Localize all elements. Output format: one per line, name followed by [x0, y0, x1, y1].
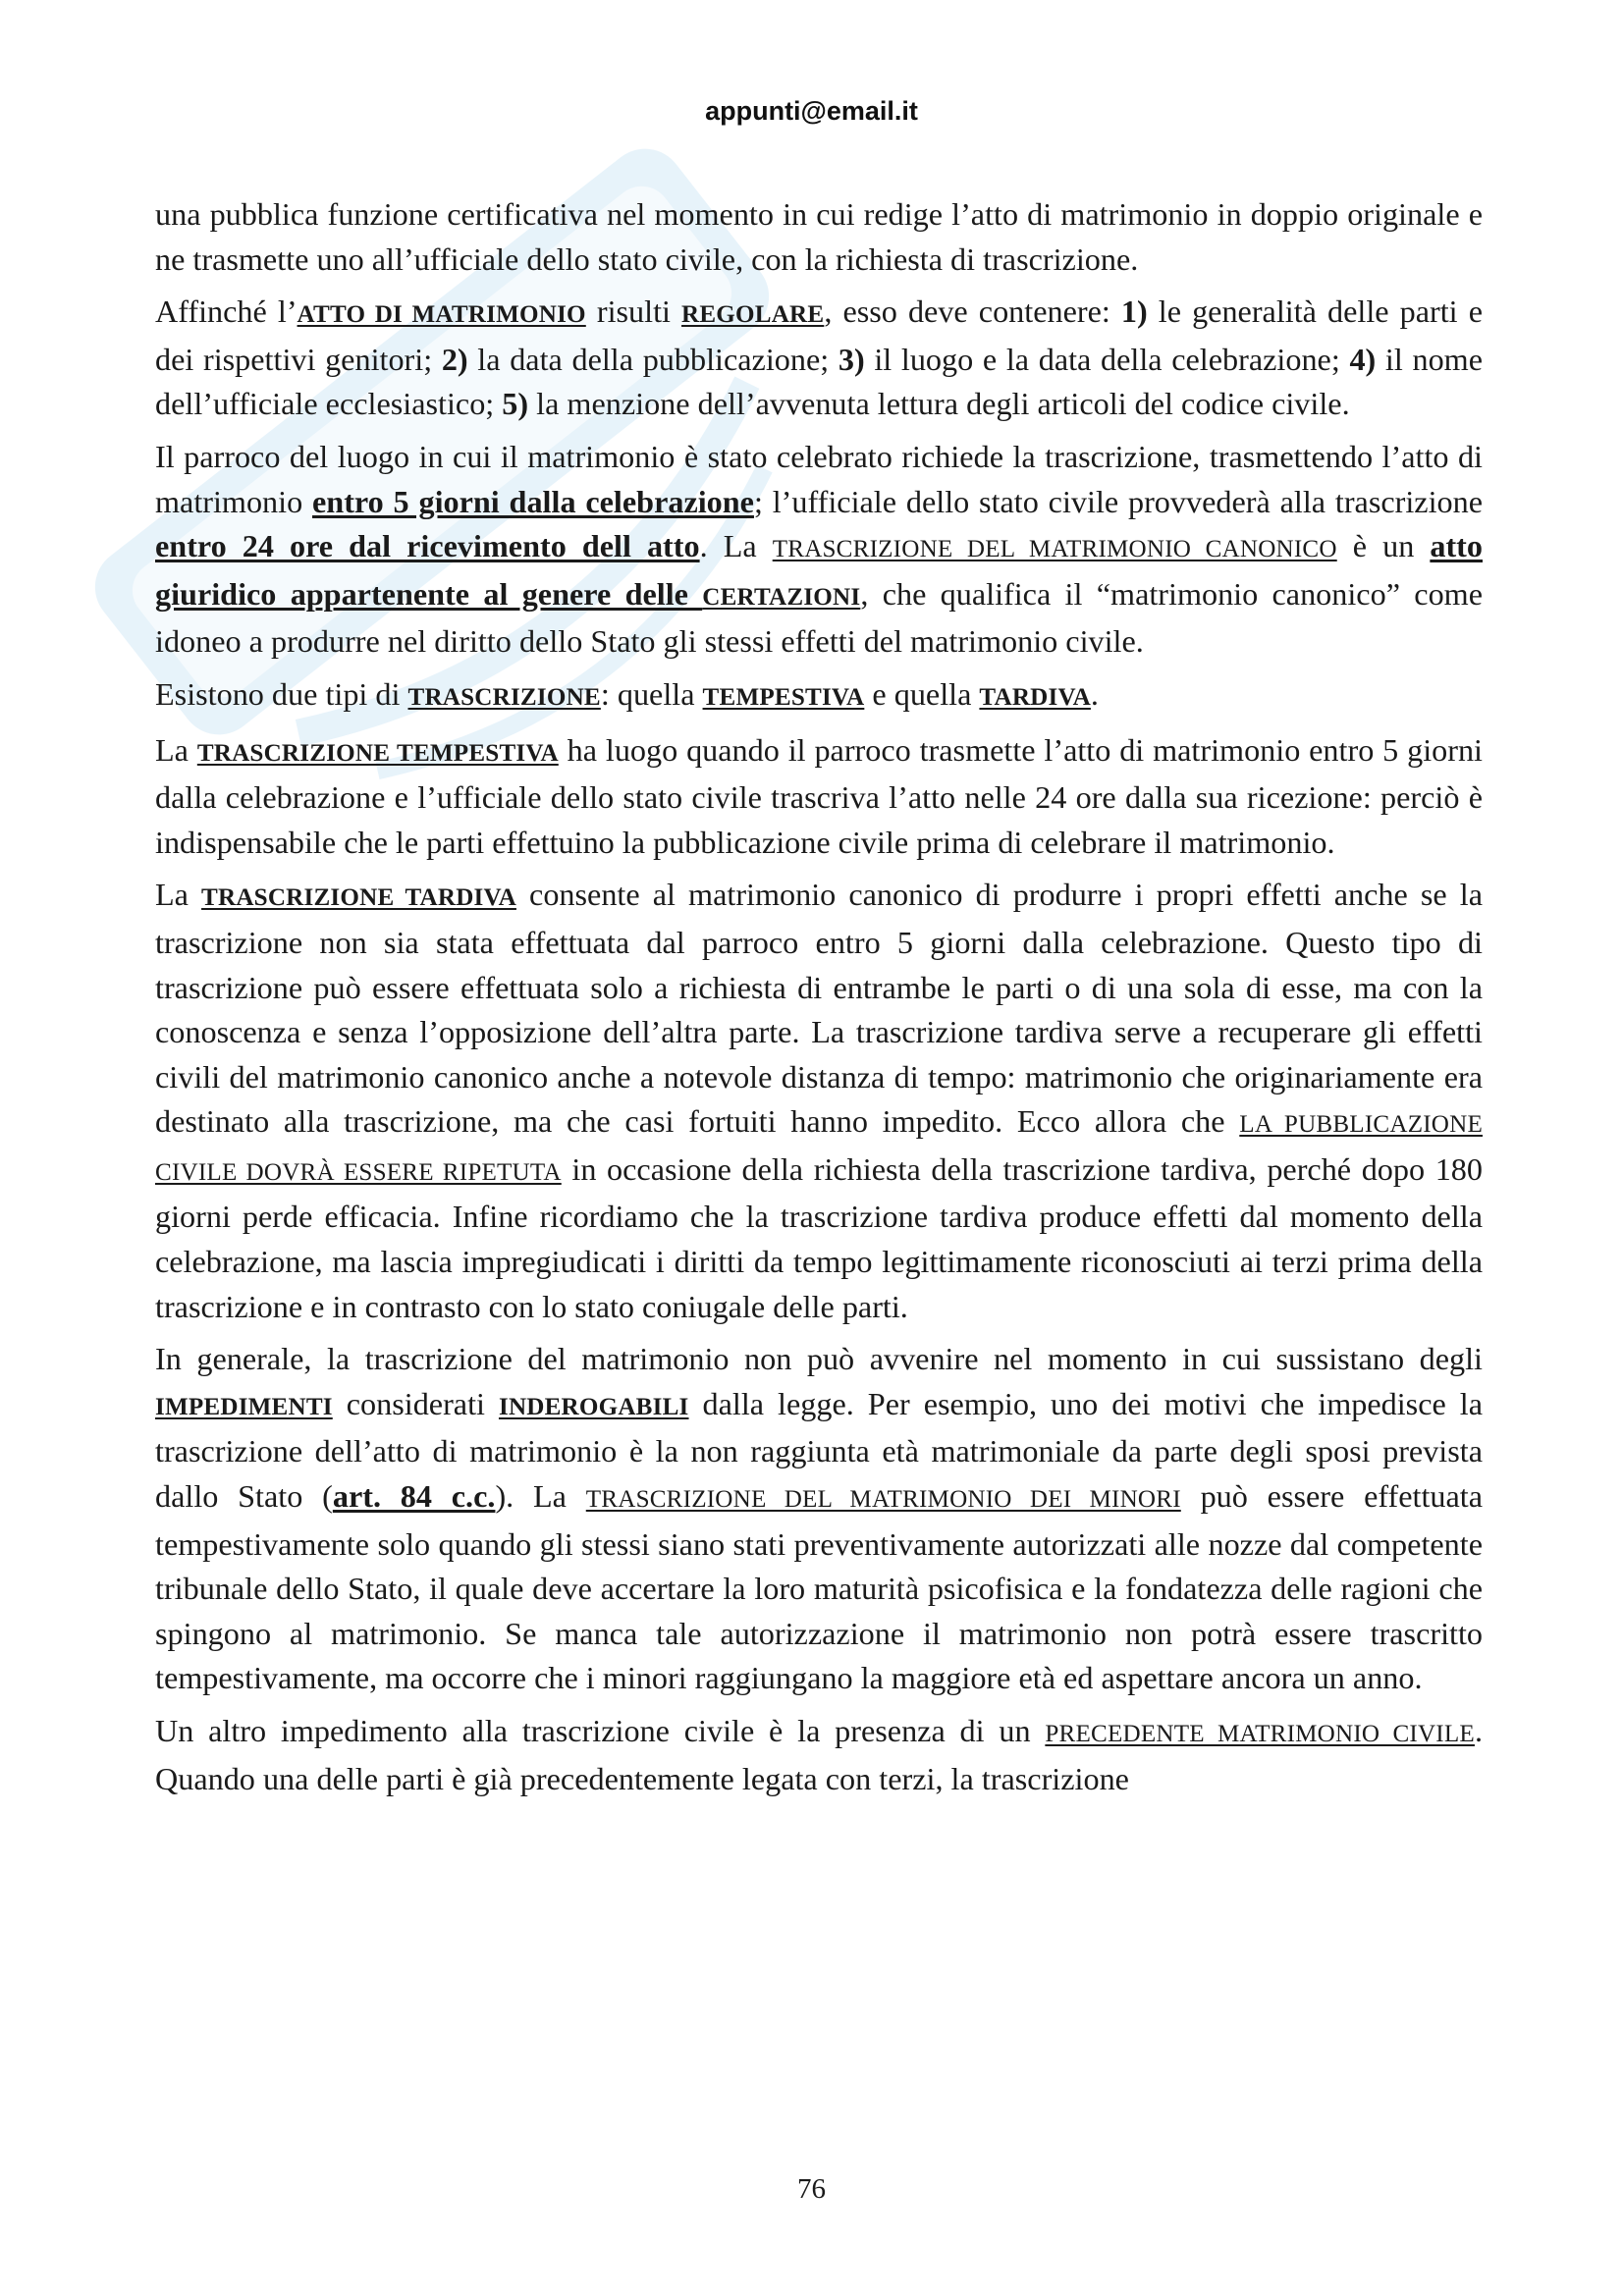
text-run: in occasione della richiesta della trascrizione tardiva, perché dopo 180 giorni perde efficacia. Infine ricordiamo che la trascrizione tardiva produce effetti dal momento della celebrazione, ma lascia impregiudicati i diritti da tempo legittimamente riconosciuti ai terzi prima della trascrizione e in contrasto con lo stato coniugale delle parti. [155, 1150, 1483, 1324]
text-run: . [1090, 675, 1099, 712]
paragraph-7 [155, 1337, 1483, 1701]
term-tempestiva: TEMPESTIVA [702, 683, 865, 711]
term-pubblicazione-civile-ripetuta: LA PUBBLICAZIONE CIVILE DOVRÀ ESSERE RIPETUTA [155, 1111, 1483, 1186]
emphasis-entro-24-ore: entro 24 ore dal ricevimento dell atto [155, 528, 700, 564]
term-trascrizione: TRASCRIZIONE [407, 683, 601, 711]
text-run: risulti [585, 294, 682, 330]
text-run: e quella [864, 675, 980, 712]
emphasis-entro-5-giorni: entro 5 giorni dalla celebrazione [312, 483, 754, 519]
term-trascrizione-tempestiva: TRASCRIZIONE TEMPESTIVA [196, 739, 559, 767]
text-run: dalla legge. Per esempio, uno dei motivi che impedisce la trascrizione dell’atto di matrimonio è la non raggiunta età matrimoniale da parte degli sposi prevista dallo Stato ( [155, 1385, 1483, 1515]
text-run: La [155, 731, 197, 768]
term-regolare: REGOLARE [681, 301, 825, 329]
text-run: . Quando una delle parti è già precedentemente legata con terzi, la trascrizione [155, 1713, 1483, 1796]
term-precedente-matrimonio-civile: PRECEDENTE MATRIMONIO CIVILE [1045, 1721, 1475, 1747]
list-number-5: 5) [502, 386, 529, 422]
text-run: ). La [495, 1478, 586, 1515]
list-number-4: 4) [1349, 341, 1377, 377]
page-header-email: appunti@email.it [705, 96, 918, 126]
term-certazioni: CERTAZIONI [702, 583, 861, 611]
text-run: il nome dell’ufficiale ecclesiastico; [155, 341, 1483, 422]
text-run: . La [699, 528, 773, 564]
list-number-3: 3) [838, 341, 865, 377]
paragraph-6 [155, 873, 1483, 1329]
text-run: considerati [332, 1385, 499, 1421]
text-run: le generalità delle parti e dei rispettivi genitori; [155, 294, 1483, 377]
text-run: Il parroco del luogo in cui il matrimonio è stato celebrato richiede la trascrizione, trasmettendo l’atto di matrimonio [155, 438, 1483, 519]
text-run: Un altro impedimento alla trascrizione civile è la presenza di un [155, 1713, 1046, 1748]
citation-art-84: art. 84 c.c. [332, 1478, 496, 1515]
text-run: In generale, la trascrizione del matrimonio non può avvenire nel momento in cui sussistano degli [155, 1341, 1483, 1377]
text-run: può essere effettuata tempestivamente solo quando gli stessi siano stati preventivamente autorizzati alle nozze dal competente tribunale dello Stato, il quale deve accertare la loro maturità psicofisica e la fondatezza delle ragioni che spingono al matrimonio. Se manca tale autorizzazione il matrimonio non potrà essere trascritto tempestivamente, ma occorre che i minori raggiungano la maggiore età ed aspettare ancora un anno. [155, 1478, 1483, 1696]
text-run: , che qualifica il “matrimonio canonico” come idoneo a produrre nel diritto dello Stato gli stessi effetti del matrimonio civile. [155, 575, 1483, 660]
list-number-1: 1) [1120, 294, 1148, 330]
term-trascrizione-matrimonio-minori: TRASCRIZIONE DEL MATRIMONIO DEI MINORI [585, 1486, 1181, 1514]
paragraph-4 [155, 672, 1483, 721]
paragraph-2 [155, 290, 1483, 427]
term-trascrizione-tardiva: TRASCRIZIONE TARDIVA [201, 884, 516, 912]
paragraph-3 [155, 435, 1483, 665]
document-body [155, 192, 1483, 1809]
text-run: ha luogo quando il parroco trasmette l’atto di matrimonio entro 5 giorni dalla celebrazione e l’ufficiale dello stato civile trascriva l’atto nelle 24 ore dalla sua ricezione: perciò è indispensabile che le parti effettuino la pubblicazione civile prima di celebrare il matrimonio. [155, 731, 1483, 860]
page-number: 76 [797, 2173, 826, 2205]
text-run: la menzione dell’avvenuta lettura degli articoli del codice civile. [528, 386, 1350, 422]
term-tardiva: TARDIVA [979, 683, 1091, 711]
text-run: consente al matrimonio canonico di produrre i propri effetti anche se la trascrizione non sia stata effettuata dal parroco entro 5 giorni dalla celebrazione. Questo tipo di trascrizione può essere effettuata solo a richiesta di entrambe le parti o di una sola di esse, ma con la conoscenza e senza l’opposizione dell’altra parte. La trascrizione tardiva serve a recuperare gli effetti civili del matrimonio canonico anche a notevole distanza di tempo: matrimonio che originariamente era destinato alla trascrizione, ma che casi fortuiti hanno impedito. Ecco allora che [155, 877, 1484, 1140]
text-run: il luogo e la data della celebrazione; [864, 341, 1350, 377]
list-number-2: 2) [441, 341, 468, 377]
term-trascrizione-matrimonio-canonico: TRASCRIZIONE DEL MATRIMONIO CANONICO [772, 536, 1337, 563]
term-impedimenti: IMPEDIMENTI [155, 1393, 333, 1420]
emphasis-atto-giuridico: atto giuridico appartenente al genere delle [155, 528, 1483, 612]
text-run: La [155, 877, 202, 913]
text-run: Affinché l’ [155, 294, 298, 330]
text-run: una pubblica funzione certificativa nel momento in cui redige l’atto di matrimonio in doppio originale e ne trasmette uno all’ufficiale dello stato civile, con la richiesta di trascrizione. [155, 196, 1483, 277]
term-inderogabili: INDEROGABILI [498, 1393, 689, 1420]
text-run: è un [1336, 528, 1431, 564]
text-run: la data della pubblicazione; [467, 341, 839, 377]
text-run: Esistono due tipi di [155, 675, 408, 712]
text-run: : quella [600, 675, 703, 712]
text-run: , esso deve contenere: [824, 294, 1121, 330]
text-run: ; l’ufficiale dello stato civile provvederà alla trascrizione [753, 483, 1483, 519]
paragraph-5 [155, 728, 1483, 866]
paragraph-8 [155, 1709, 1483, 1801]
paragraph-1 [155, 192, 1483, 282]
term-atto-di-matrimonio: ATTO DI MATRIMONIO [297, 301, 586, 329]
